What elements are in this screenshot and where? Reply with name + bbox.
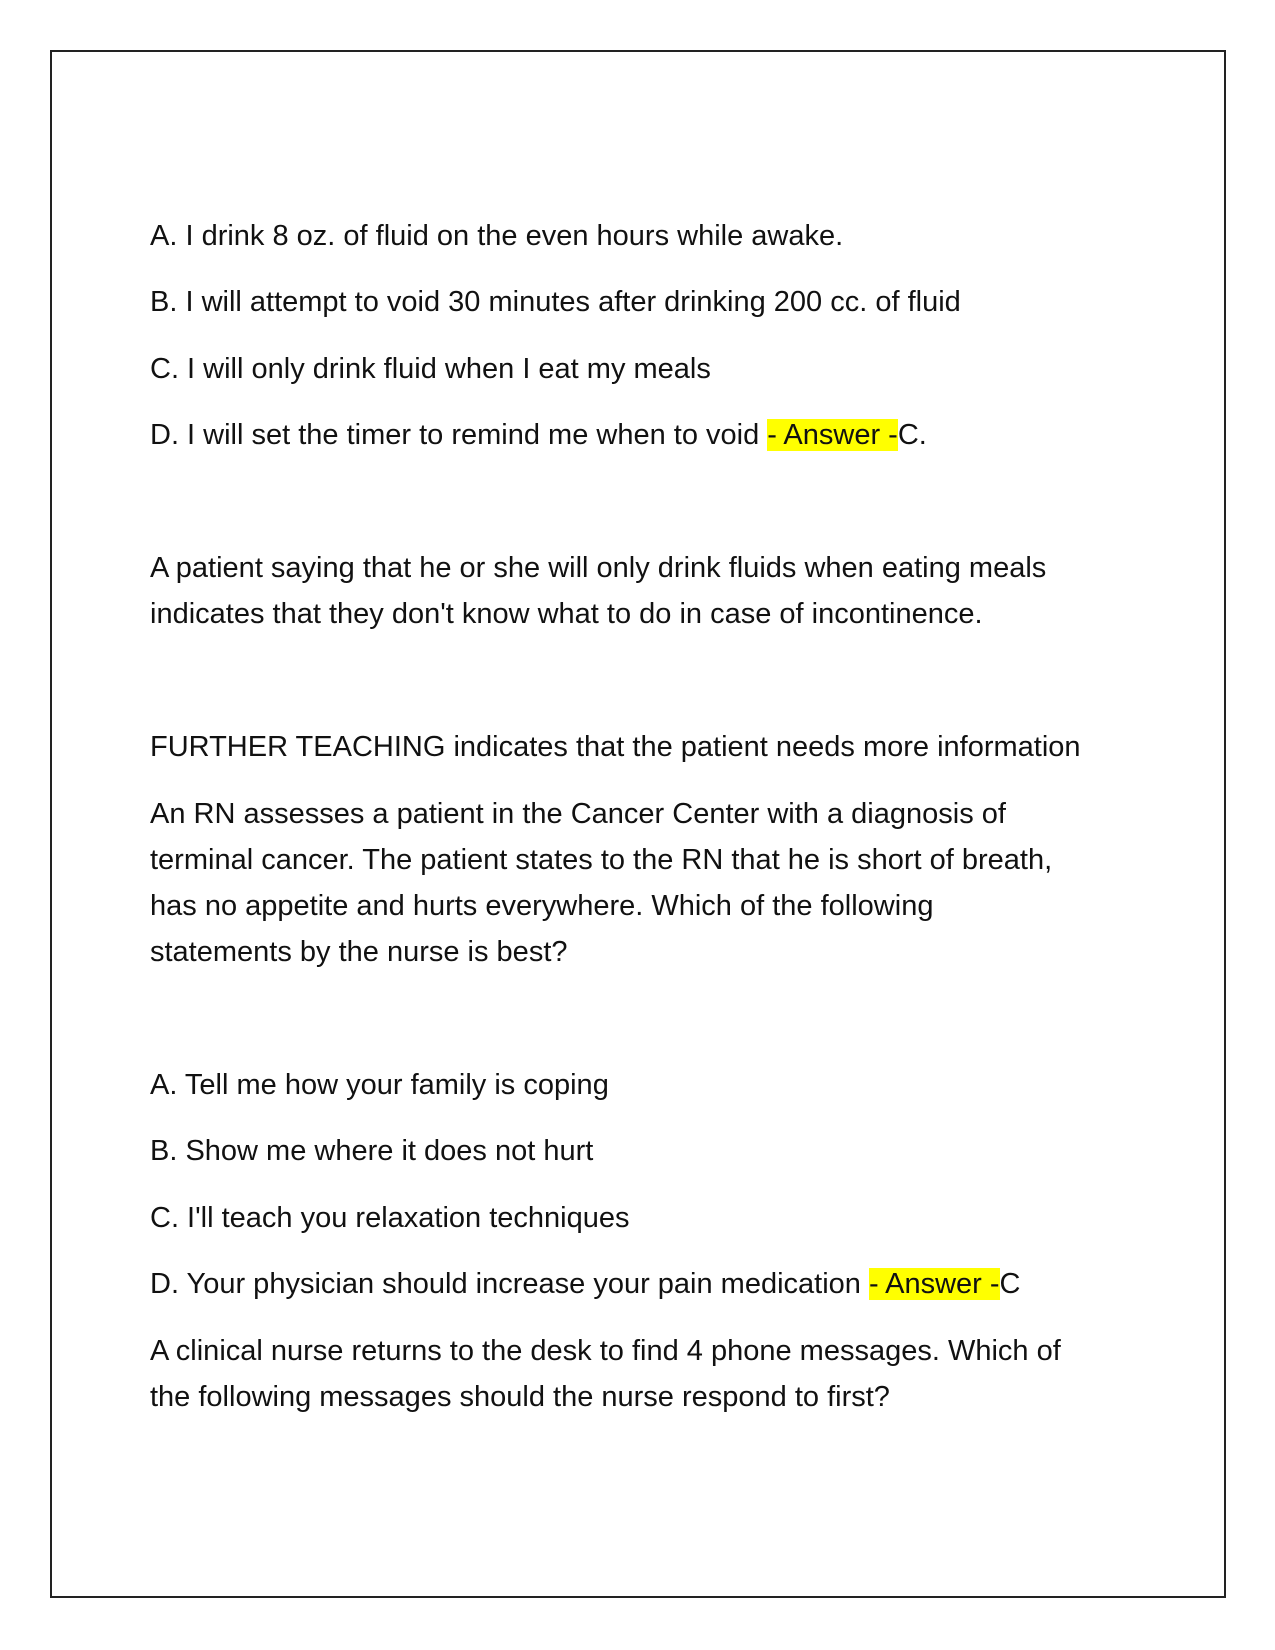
q1-option-d-text: D. I will set the timer to remind me when to void — [150, 419, 768, 451]
question2-line-3: has no appetite and hurts everywhere. Which of the following — [150, 890, 934, 922]
q2-answer-value: C — [999, 1268, 1021, 1300]
q2-option-c: C. I'll teach you relaxation techniques — [150, 1202, 630, 1234]
question2-line-1: An RN assesses a patient in the Cancer Center with a diagnosis of — [150, 798, 1006, 830]
q2-option-b: B. Show me where it does not hurt — [150, 1135, 594, 1167]
q1-answer-value: C. — [897, 419, 927, 451]
q2-option-d-text: D. Your physician should increase your pain medication — [150, 1268, 869, 1300]
q1-option-a: A. I drink 8 oz. of fluid on the even hours while awake. — [150, 220, 844, 252]
q2-answer-marker: - Answer - — [868, 1268, 1000, 1300]
question2-line-4: statements by the nurse is best? — [150, 936, 568, 968]
q1-answer-marker: - Answer - — [767, 419, 898, 451]
further-teaching-note: FURTHER TEACHING indicates that the patient needs more information — [150, 731, 1081, 763]
question3-line-2: the following messages should the nurse respond to first? — [150, 1381, 890, 1413]
q1-option-d — [150, 412, 927, 459]
question3-line-1: A clinical nurse returns to the desk to find 4 phone messages. Which of — [150, 1335, 1061, 1367]
explanation-line-2: indicates that they don't know what to do in case of incontinence. — [150, 598, 983, 630]
explanation-line-1: A patient saying that he or she will only drink fluids when eating meals — [150, 552, 1047, 584]
question2-line-2: terminal cancer. The patient states to the RN that he is short of breath, — [150, 844, 1053, 876]
q1-option-b: B. I will attempt to void 30 minutes after drinking 200 cc. of fluid — [150, 286, 961, 318]
q2-option-d — [150, 1261, 1020, 1308]
q2-option-a: A. Tell me how your family is coping — [150, 1069, 609, 1101]
q1-option-c: C. I will only drink fluid when I eat my meals — [150, 353, 711, 385]
